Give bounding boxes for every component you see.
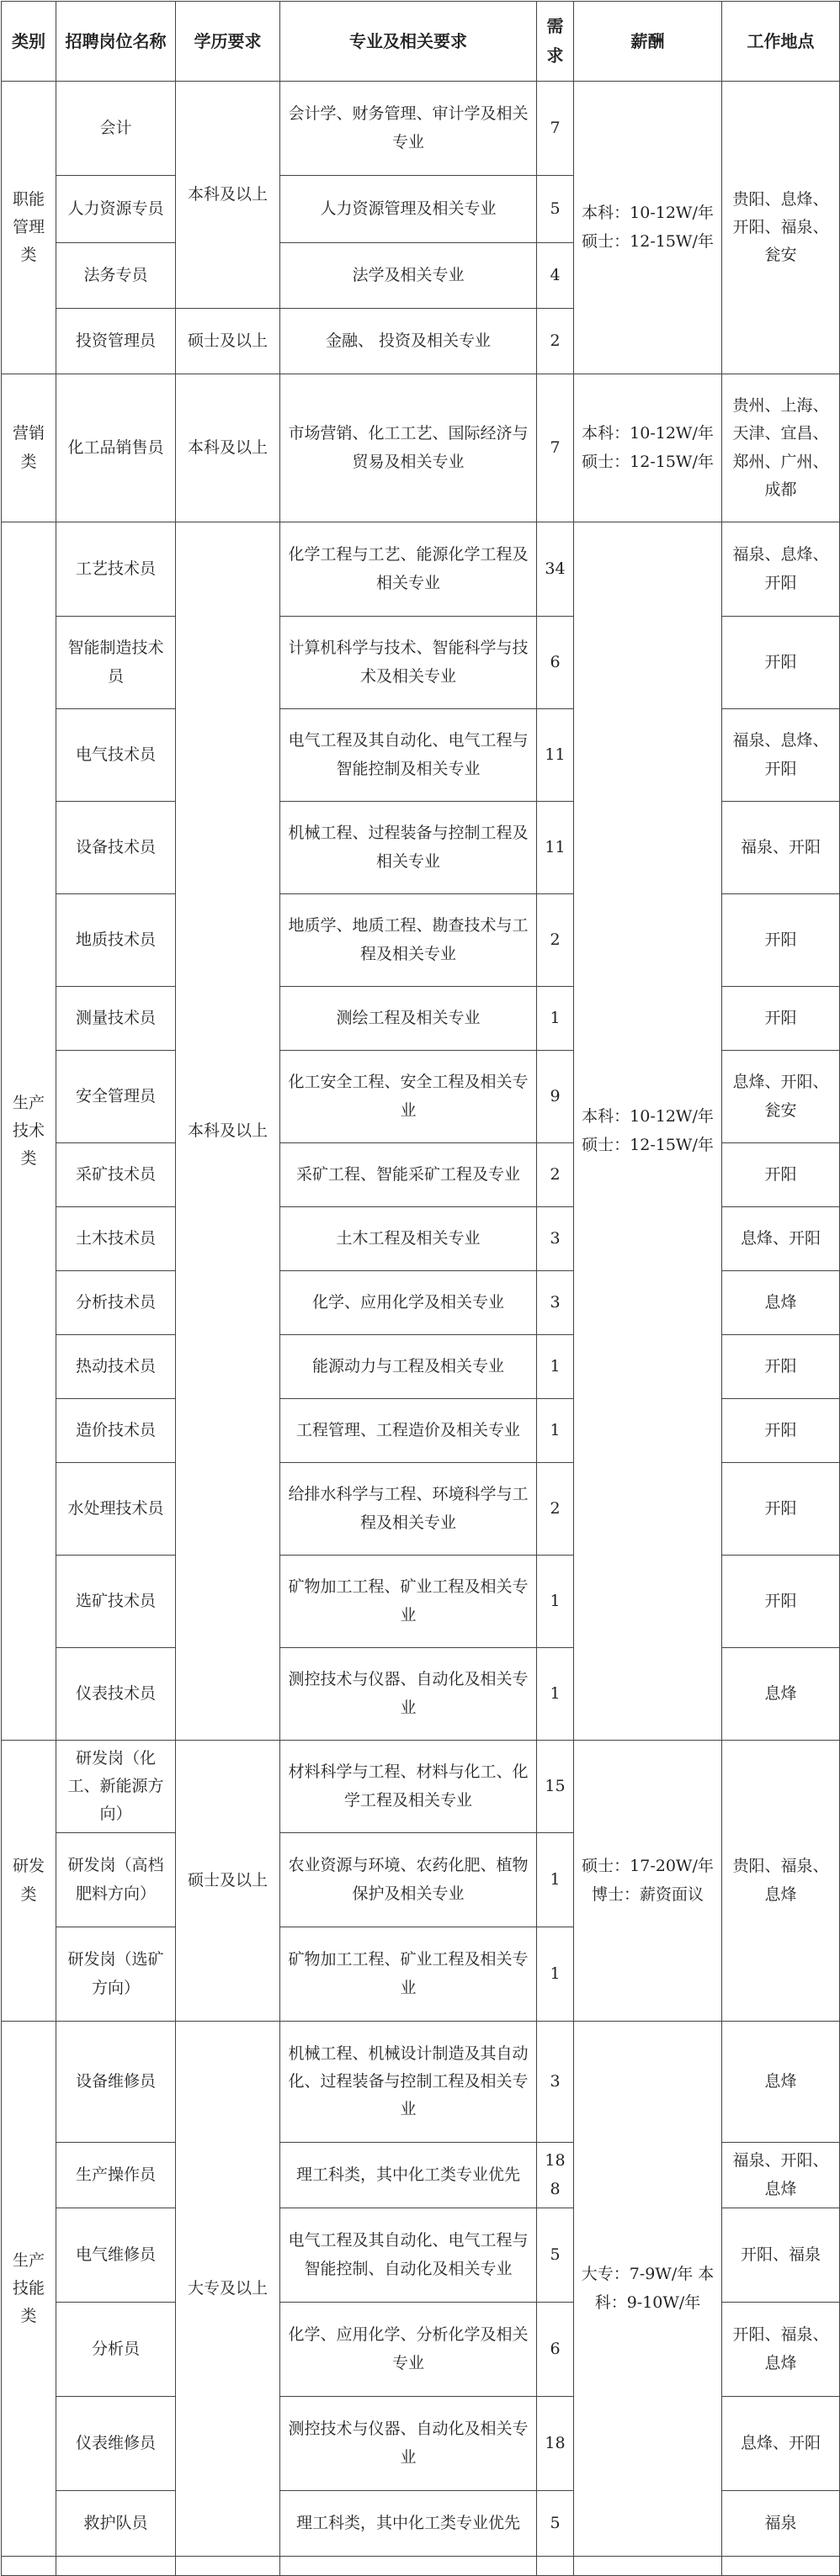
demand-cell: 1 (537, 1556, 574, 1648)
position-cell: 救护队员 (56, 2491, 176, 2557)
position-cell: 测量技术员 (56, 987, 176, 1051)
salary-cell: 硕士：17-20W/年 博士：薪资面议 (574, 1741, 722, 2022)
education-cell: 本科及以上 (176, 82, 280, 309)
category-cell: 生产技术类 (2, 522, 56, 1741)
position-cell: 设备维修员 (56, 2022, 176, 2143)
location-cell: 开阳 (722, 1143, 840, 1207)
position-cell: 工艺技术员 (56, 522, 176, 617)
salary-cell: 本科：10-12W/年 硕士：12-15W/年 (574, 82, 722, 374)
table-body (2, 82, 840, 2576)
empty-cell (176, 2557, 280, 2576)
demand-cell: 3 (537, 2022, 574, 2143)
demand-cell: 7 (537, 374, 574, 522)
demand-cell: 15 (537, 1741, 574, 1833)
empty-cell (722, 2557, 840, 2576)
demand-cell: 2 (537, 1143, 574, 1207)
position-cell: 分析技术员 (56, 1271, 176, 1335)
major-cell: 理工科类，其中化工类专业优先 (280, 2143, 537, 2208)
major-cell: 会计学、财务管理、审计学及相关专业 (280, 82, 537, 176)
major-cell: 采矿工程、智能采矿工程及专业 (280, 1143, 537, 1207)
major-cell: 材料科学与工程、材料与化工、化学工程及相关专业 (280, 1741, 537, 1833)
location-cell: 福泉、开阳 (722, 802, 840, 894)
major-cell: 市场营销、化工工艺、国际经济与贸易及相关专业 (280, 374, 537, 522)
major-cell: 土木工程及相关专业 (280, 1207, 537, 1271)
major-cell: 测控技术与仪器、自动化及相关专业 (280, 2397, 537, 2491)
header-position: 招聘岗位名称 (56, 2, 176, 82)
category-cell: 营销类 (2, 374, 56, 522)
position-cell: 研发岗（高档肥料方向） (56, 1833, 176, 1927)
location-cell: 息烽、开阳 (722, 2397, 840, 2491)
major-cell: 理工科类，其中化工类专业优先 (280, 2491, 537, 2557)
demand-cell: 1 (537, 1335, 574, 1399)
demand-cell: 1 (537, 987, 574, 1051)
demand-cell: 1 (537, 1833, 574, 1927)
major-cell: 法学及相关专业 (280, 243, 537, 309)
location-cell: 息烽、开阳 (722, 1207, 840, 1271)
header-salary: 薪酬 (574, 2, 722, 82)
major-cell: 化学、应用化学及相关专业 (280, 1271, 537, 1335)
empty-cell (56, 2557, 176, 2576)
education-cell: 大专及以上 (176, 2022, 280, 2557)
position-cell: 生产操作员 (56, 2143, 176, 2208)
demand-cell: 5 (537, 2491, 574, 2557)
demand-cell: 1 (537, 1399, 574, 1463)
header-demand: 需求 (537, 2, 574, 82)
major-cell: 化学工程与工艺、能源化学工程及相关专业 (280, 522, 537, 617)
location-cell: 福泉 (722, 2491, 840, 2557)
demand-cell: 2 (537, 1463, 574, 1556)
demand-cell: 5 (537, 176, 574, 243)
location-cell: 福泉、息烽、开阳 (722, 522, 840, 617)
demand-cell: 2 (537, 309, 574, 374)
major-cell: 化工安全工程、安全工程及相关专业 (280, 1051, 537, 1143)
position-cell: 人力资源专员 (56, 176, 176, 243)
major-cell: 机械工程、过程装备与控制工程及相关专业 (280, 802, 537, 894)
location-cell: 开阳、福泉、息烽 (722, 2303, 840, 2397)
demand-cell: 6 (537, 617, 574, 709)
location-cell: 开阳 (722, 1463, 840, 1556)
major-cell: 金融、 投资及相关专业 (280, 309, 537, 374)
table-header-row (2, 2, 840, 82)
location-cell: 开阳、福泉 (722, 2208, 840, 2303)
position-cell: 投资管理员 (56, 309, 176, 374)
position-cell: 采矿技术员 (56, 1143, 176, 1207)
location-cell: 开阳 (722, 617, 840, 709)
location-cell: 贵阳、息烽、开阳、福泉、瓮安 (722, 82, 840, 374)
table-row (2, 2022, 840, 2143)
location-cell: 开阳 (722, 1335, 840, 1399)
table-row (2, 522, 840, 617)
table-row (2, 1741, 840, 1833)
position-cell: 热动技术员 (56, 1335, 176, 1399)
category-cell: 研发类 (2, 1741, 56, 2022)
education-cell: 本科及以上 (176, 374, 280, 522)
major-cell: 给排水科学与工程、环境科学与工程及相关专业 (280, 1463, 537, 1556)
empty-cell (574, 2557, 722, 2576)
location-cell: 息烽、开阳、瓮安 (722, 1051, 840, 1143)
empty-cell (537, 2557, 574, 2576)
header-education: 学历要求 (176, 2, 280, 82)
major-cell: 测绘工程及相关专业 (280, 987, 537, 1051)
major-cell: 能源动力与工程及相关专业 (280, 1335, 537, 1399)
major-cell: 电气工程及其自动化、电气工程与智能控制及相关专业 (280, 709, 537, 802)
demand-cell: 9 (537, 1051, 574, 1143)
cut-off-row (2, 2557, 840, 2576)
location-cell: 贵州、上海、天津、宜昌、郑州、广州、成都 (722, 374, 840, 522)
location-cell: 息烽 (722, 1648, 840, 1741)
major-cell: 化学、应用化学、分析化学及相关专业 (280, 2303, 537, 2397)
demand-cell: 2 (537, 894, 574, 987)
demand-cell: 5 (537, 2208, 574, 2303)
demand-cell: 4 (537, 243, 574, 309)
demand-cell: 6 (537, 2303, 574, 2397)
major-cell: 人力资源管理及相关专业 (280, 176, 537, 243)
salary-cell: 本科：10-12W/年 硕士：12-15W/年 (574, 374, 722, 522)
position-cell: 电气技术员 (56, 709, 176, 802)
category-cell: 职能管理类 (2, 82, 56, 374)
demand-cell: 11 (537, 709, 574, 802)
demand-cell: 7 (537, 82, 574, 176)
position-cell: 电气维修员 (56, 2208, 176, 2303)
major-cell: 机械工程、机械设计制造及其自动化、过程装备与控制工程及相关专业 (280, 2022, 537, 2143)
position-cell: 化工品销售员 (56, 374, 176, 522)
position-cell: 设备技术员 (56, 802, 176, 894)
location-cell: 福泉、息烽、开阳 (722, 709, 840, 802)
demand-cell: 188 (537, 2143, 574, 2208)
demand-cell: 3 (537, 1271, 574, 1335)
position-cell: 安全管理员 (56, 1051, 176, 1143)
major-cell: 测控技术与仪器、自动化及相关专业 (280, 1648, 537, 1741)
demand-cell: 34 (537, 522, 574, 617)
education-cell: 硕士及以上 (176, 1741, 280, 2022)
position-cell: 会计 (56, 82, 176, 176)
position-cell: 造价技术员 (56, 1399, 176, 1463)
education-cell: 硕士及以上 (176, 309, 280, 374)
position-cell: 水处理技术员 (56, 1463, 176, 1556)
major-cell: 矿物加工工程、矿业工程及相关专业 (280, 1927, 537, 2022)
major-cell: 矿物加工工程、矿业工程及相关专业 (280, 1556, 537, 1648)
position-cell: 土木技术员 (56, 1207, 176, 1271)
table-row (2, 82, 840, 176)
position-cell: 仪表维修员 (56, 2397, 176, 2491)
demand-cell: 1 (537, 1927, 574, 2022)
position-cell: 分析员 (56, 2303, 176, 2397)
header-location: 工作地点 (722, 2, 840, 82)
category-cell: 生产技能类 (2, 2022, 56, 2557)
location-cell: 贵阳、福泉、息烽 (722, 1741, 840, 2022)
demand-cell: 1 (537, 1648, 574, 1741)
location-cell: 开阳 (722, 987, 840, 1051)
location-cell: 息烽 (722, 1271, 840, 1335)
major-cell: 农业资源与环境、农药化肥、植物保护及相关专业 (280, 1833, 537, 1927)
header-major: 专业及相关要求 (280, 2, 537, 82)
empty-cell (280, 2557, 537, 2576)
header-category: 类别 (2, 2, 56, 82)
location-cell: 福泉、开阳、息烽 (722, 2143, 840, 2208)
major-cell: 工程管理、工程造价及相关专业 (280, 1399, 537, 1463)
position-cell: 法务专员 (56, 243, 176, 309)
position-cell: 智能制造技术员 (56, 617, 176, 709)
table-row (2, 374, 840, 522)
position-cell: 选矿技术员 (56, 1556, 176, 1648)
position-cell: 研发岗（化工、新能源方向） (56, 1741, 176, 1833)
salary-cell: 本科：10-12W/年 硕士：12-15W/年 (574, 522, 722, 1741)
location-cell: 开阳 (722, 894, 840, 987)
major-cell: 地质学、地质工程、勘查技术与工程及相关专业 (280, 894, 537, 987)
demand-cell: 18 (537, 2397, 574, 2491)
location-cell: 开阳 (722, 1399, 840, 1463)
position-cell: 地质技术员 (56, 894, 176, 987)
major-cell: 电气工程及其自动化、电气工程与智能控制、自动化及相关专业 (280, 2208, 537, 2303)
empty-cell (2, 2557, 56, 2576)
demand-cell: 3 (537, 1207, 574, 1271)
major-cell: 计算机科学与技术、智能科学与技术及相关专业 (280, 617, 537, 709)
location-cell: 息烽 (722, 2022, 840, 2143)
recruitment-table (1, 1, 840, 2576)
location-cell: 开阳 (722, 1556, 840, 1648)
education-cell: 本科及以上 (176, 522, 280, 1741)
position-cell: 仪表技术员 (56, 1648, 176, 1741)
position-cell: 研发岗（选矿方向） (56, 1927, 176, 2022)
demand-cell: 11 (537, 802, 574, 894)
salary-cell: 大专：7-9W/年 本科：9-10W/年 (574, 2022, 722, 2557)
